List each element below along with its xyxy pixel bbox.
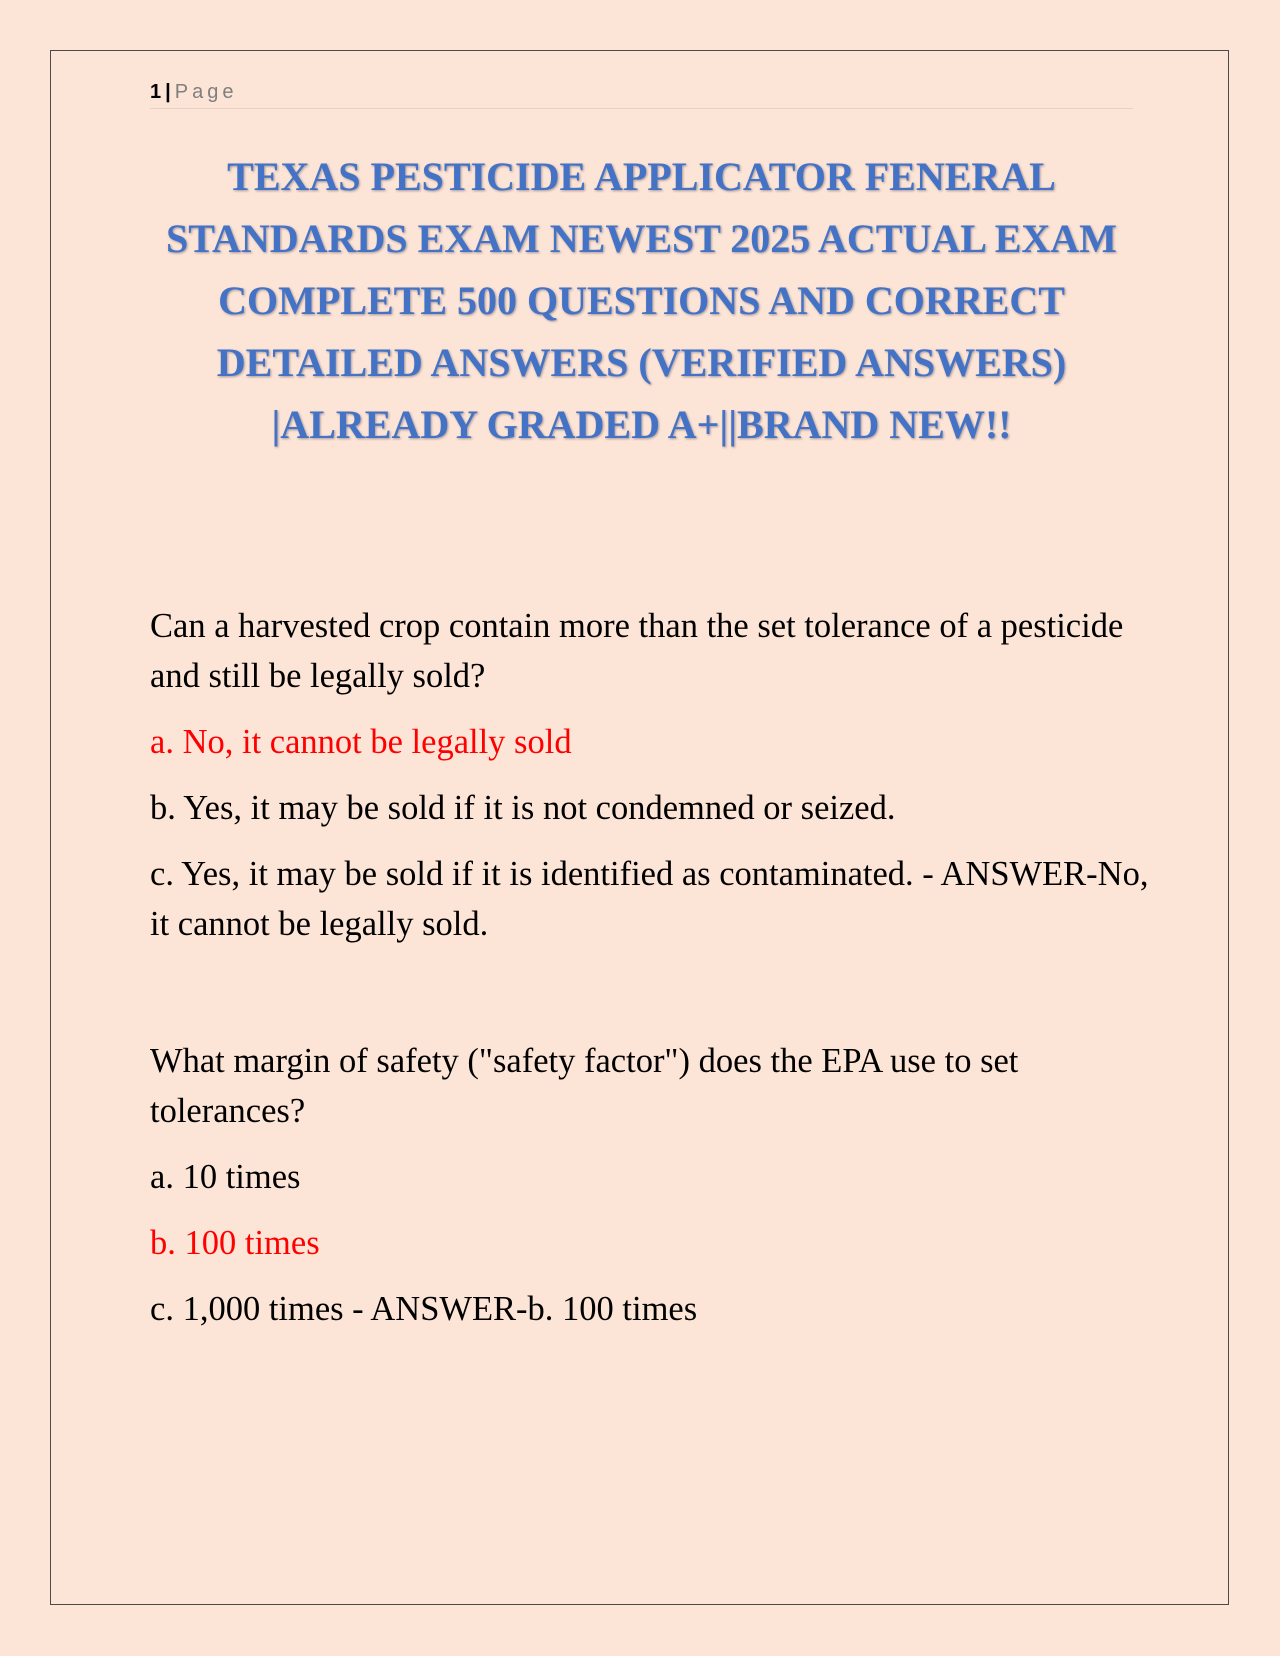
answer-option: b. Yes, it may be sold if it is not condemned or seized. <box>150 789 896 827</box>
question-block <box>150 1036 1150 1334</box>
question-block <box>150 601 1150 949</box>
page-number: 1 <box>150 81 162 103</box>
answer-option: a. 10 times <box>150 1158 301 1196</box>
answer-option: c. 1,000 times - ANSWER-b. 100 times <box>150 1290 698 1328</box>
answer-option: c. Yes, it may be sold if it is identified as contaminated. - ANSWER-No, it cannot be legally sold. <box>150 855 1149 943</box>
question-text: What margin of safety ("safety factor") does the EPA use to set tolerances? <box>150 1042 1019 1130</box>
answer-option-correct: a. No, it cannot be legally sold <box>150 723 572 761</box>
page-header <box>150 78 1133 109</box>
document-title: TEXAS PESTICIDE APPLICATOR FENERAL STANDARDS EXAM NEWEST 2025 ACTUAL EXAM COMPLETE 500 QUESTIONS AND CORRECT DETAILED ANSWERS (VERIFIED ANSWERS) |ALREADY GRADED A+||BRAND NEW!! <box>166 154 1117 447</box>
header-separator: | <box>165 81 171 103</box>
page-label: Page <box>174 81 238 103</box>
question-text: Can a harvested crop contain more than the set tolerance of a pesticide and still be legally sold? <box>150 607 1124 695</box>
answer-option-correct: b. 100 times <box>150 1224 320 1262</box>
